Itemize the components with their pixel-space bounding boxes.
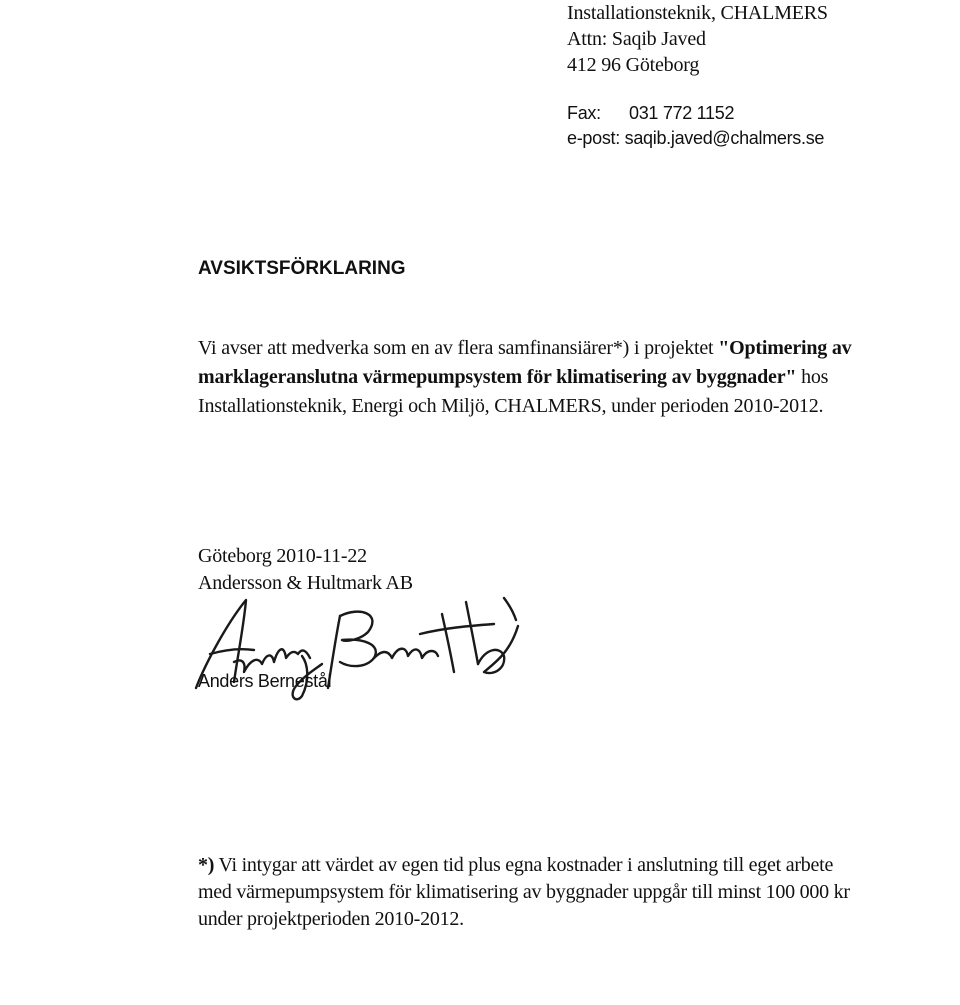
footnote-line-3: under projektperioden 2010-2012. — [198, 908, 464, 930]
footnote — [198, 852, 958, 933]
email-label: e-post: — [567, 128, 620, 148]
fax-label: Fax: — [567, 103, 601, 123]
intent-paragraph — [198, 334, 958, 421]
footnote-line-1 — [198, 852, 958, 879]
email-address: saqib.javed@chalmers.se — [624, 128, 825, 148]
intent-line-2 — [198, 363, 958, 392]
recipient-line-2: Attn: Saqib Javed — [567, 28, 706, 50]
intent-line-2-tail: hos — [796, 366, 829, 388]
email-row — [567, 126, 824, 151]
project-title-end: marklageranslutna värmepumpsystem för klimatisering av byggnader" — [198, 366, 797, 388]
footnote-line-2: med värmepumpsystem för klimatisering av byggnader uppgår till minst 100 000 kr — [198, 881, 850, 903]
recipient-contact — [567, 101, 824, 151]
fax-number: 031 772 1152 — [629, 103, 735, 123]
fax-row — [567, 101, 824, 126]
company-name: Andersson & Hultmark AB — [198, 572, 413, 594]
footnote-line-1-text: Vi intygar att värdet av egen tid plus egna kostnader i anslutning till eget arbete — [214, 854, 834, 876]
intent-line-1-text: Vi avser att medverka som en av flera samfinansiärer*) i projektet — [198, 337, 719, 359]
recipient-address — [567, 0, 828, 78]
signoff-block — [198, 543, 413, 597]
place-date: Göteborg 2010-11-22 — [198, 545, 367, 567]
footnote-mark: *) — [198, 854, 215, 876]
project-title-start: "Optimering av — [718, 337, 852, 359]
signer-name: Anders Bernestål — [198, 671, 332, 691]
recipient-line-3: 412 96 Göteborg — [567, 54, 700, 76]
intent-line-1 — [198, 334, 958, 363]
document-title: AVSIKTSFÖRKLARING — [198, 258, 406, 279]
recipient-line-1: Installationsteknik, CHALMERS — [567, 2, 828, 24]
intent-line-3: Installationsteknik, Energi och Miljö, CHALMERS, under perioden 2010-2012. — [198, 395, 824, 417]
